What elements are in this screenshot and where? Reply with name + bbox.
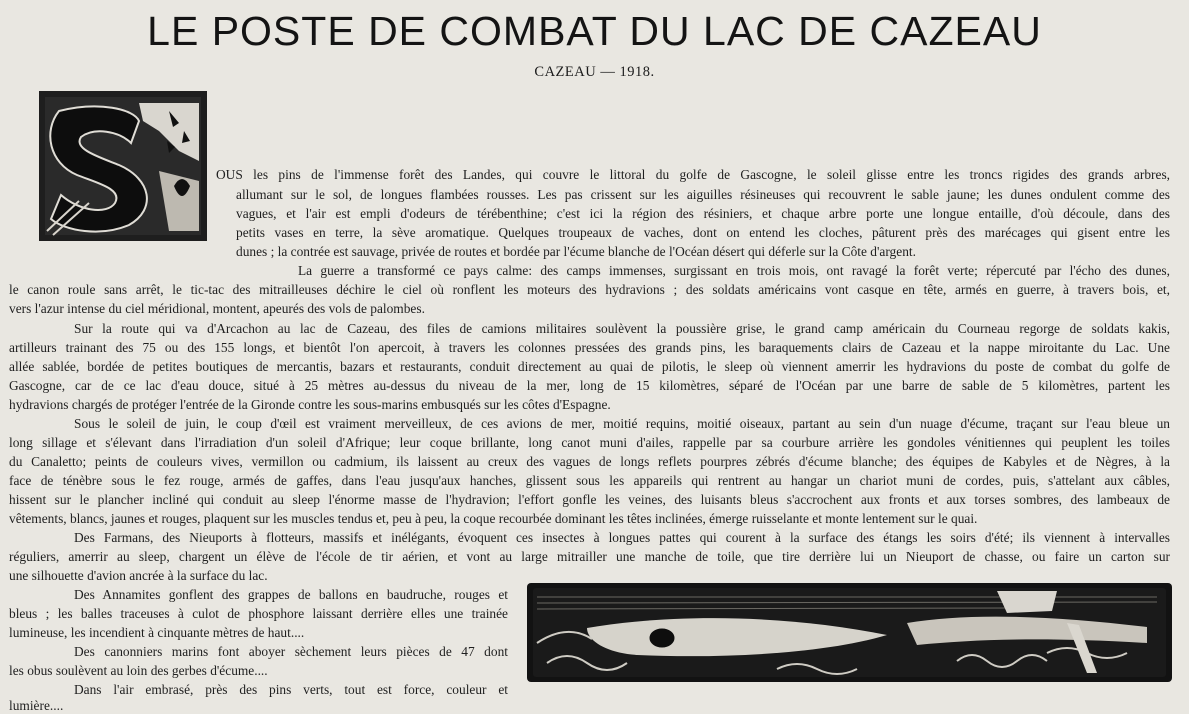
text-line: allée sablée, bordée de petites boutiques de mercantis, bazars et restaurants, conduit directement au quai de pilotis, le sleep où viennent amerrir les hydravions du poste de combat du golfe de — [9, 359, 1170, 374]
text-line: du Canaletto; peints de couleurs vives, vermillon ou cadmium, ils laissent au creux des vagues de longs reflets pourpres zébrés d'écume blanche; des équipes de Kabyles et de Nègres, à la — [9, 454, 1170, 469]
text-line: réguliers, amerrir au sleep, chargent un élève de l'école de tir aérien, et vont au large mitrailler une manche de toile, que tire derrière lui un Nieuport de chasse, ou faire un carton sur — [9, 549, 1170, 564]
text-line: OUS les pins de l'immense forêt des Landes, qui couvre le littoral du golfe de Gascogne, le soleil glisse entre les troncs rigides des grands arbres, — [216, 167, 1170, 182]
woodcut-hydroplane-illustration — [527, 583, 1172, 682]
text-line: Sur la route qui va d'Arcachon au lac de Cazeau, des files de camions militaires soulèvent la poussière grise, le grand camp américain du Courneau regorge de soldats kakis, — [74, 321, 1170, 336]
text-line: artilleurs trainant des 75 ou des 155 longs, et bientôt l'on apercoit, à travers les colonnes pressées des grands pins, les baraquements clairs de Cazeau et la nappe miroitante du Lac. Une — [9, 340, 1170, 355]
text-line: Des canonniers marins font aboyer sèchement leurs pièces de 47 dont — [74, 644, 508, 659]
text-line: les obus soulèvent au loin des gerbes d'écume.... — [9, 663, 268, 678]
text-line: Des Annamites gonflent des grappes de ballons en baudruche, rouges et — [74, 587, 508, 602]
text-line: Des Farmans, des Nieuports à flotteurs, massifs et inélégants, évoquent ces insectes à longues pattes qui courent à la surface des étangs les soirs d'été; ils viennent à intervalles — [74, 530, 1170, 545]
text-line: Dans l'air embrasé, près des pins verts, tout est force, couleur et — [74, 682, 508, 697]
text-line: Gascogne, car de ce lac d'eau douce, situé à 25 mètres au-dessus du niveau de la mer, long de 15 kilomètres, séparé de l'Océan par une barre de sable de 5 kilomètres, partent les — [9, 378, 1170, 393]
text-line: La guerre a transformé ce pays calme: des camps immenses, surgissant en trois mois, ont ravagé la forêt verte; répercuté par l'écho des dunes, — [298, 263, 1170, 278]
text-line: lumineuse, les incendient à cinquante mètres de haut.... — [9, 625, 305, 640]
text-line: face de ténèbre sous le fez rouge, armés de gaffes, dans l'eau jusqu'aux hanches, glissent sous les appareils qui rentrent au hangar un chariot muni de cordes, puis, s'attelant aux câbles, — [9, 473, 1170, 488]
text-line: petits vases en terre, la sève aromatique. Quelques troupeaux de vaches, dont on entend les cloches, pâturent près des marécages qui gisent entre les — [236, 225, 1170, 240]
text-line: bleus ; les balles traceuses à culot de phosphore laissant derrière elles une trainée — [9, 606, 508, 621]
text-line: une silhouette d'avion ancrée à la surface du lac. — [9, 568, 268, 583]
place-date: CAZEAU — 1918. — [534, 64, 655, 80]
woodcut-initial-s — [39, 91, 207, 241]
text-line: le canon roule sans arrêt, le tic-tac des mitrailleuses déchire le ciel où ronflent les moteurs des hydravions ; des soldats américains vont casque en tête, armés en guerre, à travers bois, et, — [9, 282, 1170, 297]
text-line: vagues, et l'air est empli d'odeurs de térébenthine; c'est ici la région des résiniers, et chaque arbre porte une longue entaille, d'où découle, dans des — [236, 206, 1170, 221]
text-line: hydravions chargés de protéger l'entrée de la Gironde contre les sous-marins embusqués sur les côtes d'Espagne. — [9, 397, 611, 412]
text-line: vêtements, blancs, jaunes et rouges, plaquent sur les muscles tendus et, peu à peu, la coque recourbée dominant les têtes inclinées, émerge ruisselante et monte lentement sur le quai. — [9, 511, 978, 526]
text-line: hissent sur le plancher incliné qui conduit au sleep l'énorme masse de l'hydravion; l'effort gonfle les veines, des luisants bleus s'accrochent aux fronts et aux torses sombres, des lambeaux de — [9, 492, 1170, 507]
page-title: LE POSTE DE COMBAT DU LAC DE CAZEAU — [147, 8, 1042, 54]
text-line: allumant sur le sol, de longues flambées rousses. Les pas crissent sur les aiguilles résineuses qui recouvrent le sable jaune; les dunes ondulent comme des — [236, 187, 1170, 202]
text-line: long sillage et s'élevant dans l'irradiation d'un soleil d'Afrique; leur coque brillante, long canot muni d'ailes, rappelle par sa courbure arrière les gondoles vénitiennes qui peuplent les toiles — [9, 435, 1170, 450]
text-line: lumière.... — [9, 698, 64, 713]
text-line: Sous le soleil de juin, le coup d'œil est vraiment merveilleux, de ces avions de mer, moitié requins, moitié oiseaux, partant au sein d'un nuage d'écume, traçant sur l'eau bleue un — [74, 416, 1170, 431]
text-line: dunes ; la contrée est sauvage, privée de routes et bordée par l'écume blanche de l'Océan désert qui déferle sur la Côte d'argent. — [236, 244, 916, 259]
text-line: vers l'azur intense du ciel méridional, montent, apeurés des vols de palombes. — [9, 301, 425, 316]
